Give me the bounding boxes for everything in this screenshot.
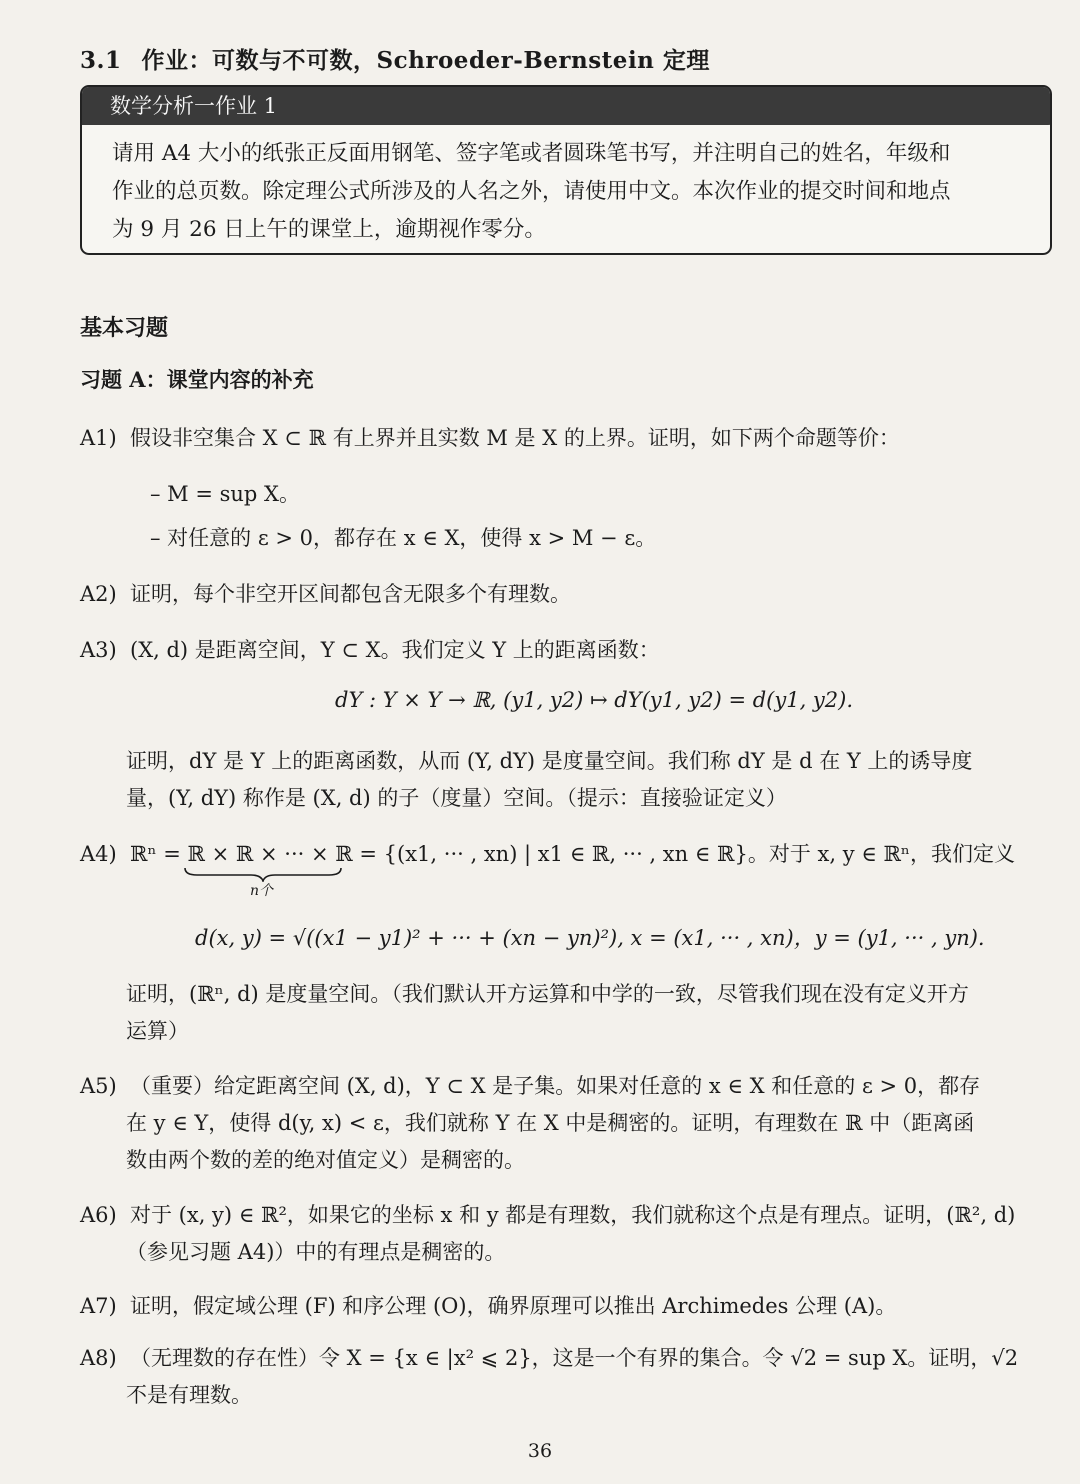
problem-a8-line-2: 不是有理数。: [126, 1383, 252, 1407]
heading-basic-exercises: 基本习题: [80, 315, 169, 341]
problem-label: A7): [80, 1294, 117, 1318]
problem-text: 证明，每个非空开区间都包含无限多个有理数。: [130, 582, 571, 606]
problem-label: A3): [80, 638, 117, 662]
problem-a1: [80, 420, 1052, 457]
homework-box: [80, 85, 1052, 255]
problem-a1-bullet-2: – 对任意的 ε > 0，都存在 x ∈ X，使得 x > M − ε。: [150, 526, 657, 550]
problem-a4-brace-part: ℝ × ℝ × ··· × ℝ: [187, 842, 353, 866]
underbrace-label: n个: [250, 883, 274, 899]
problem-a8: [80, 1340, 1052, 1377]
problem-label: A1): [80, 426, 117, 450]
problem-text: (X, d) 是距离空间，Y ⊂ X。我们定义 Y 上的距离函数：: [130, 638, 660, 662]
problem-a3-formula: dY : Y × Y → ℝ, (y1, y2) ↦ dY(y1, y2) = d(y1, y2).: [335, 688, 854, 712]
problem-a5-line-2: 在 y ∈ Y，使得 d(y, x) < ε，我们就称 Y 在 X 中是稠密的。证明，有理数在 ℝ 中（距离函: [126, 1111, 975, 1135]
problem-a3-line-1: 证明，dY 是 Y 上的距离函数，从而 (Y, dY) 是度量空间。我们称 dY 是 d 在 Y 上的诱导度: [126, 749, 973, 773]
problem-label: A2): [80, 582, 117, 606]
problem-a4-formula: d(x, y) = √((x1 − y1)² + ··· + (xn − yn)²), x = (x1, ··· , xn)，y = (y1, ··· , yn).: [195, 926, 985, 950]
problem-a4-line-1: 证明，(ℝⁿ, d) 是度量空间。（我们默认开方运算和中学的一致，尽管我们现在没有定义开方: [126, 982, 969, 1006]
homework-line-2: 作业的总页数。除定理公式所涉及的人名之外，请使用中文。本次作业的提交时间和地点: [112, 179, 951, 204]
problem-a5-line-1: （重要）给定距离空间 (X, d)，Y ⊂ X 是子集。如果对任意的 x ∈ X 和任意的 ε > 0，都存: [130, 1074, 981, 1098]
problem-label: A4): [80, 842, 117, 866]
section-number: 3.1: [80, 47, 122, 74]
section-title: [80, 42, 710, 75]
problem-a1-bullet-1: – M = sup X。: [150, 482, 300, 506]
problem-label: A5): [80, 1074, 117, 1098]
problem-a3-line-2: 量，(Y, dY) 称作是 (X, d) 的子（度量）空间。（提示：直接验证定义）: [126, 786, 787, 810]
problem-label: A6): [80, 1203, 117, 1227]
heading-group-a: 习题 A：课堂内容的补充: [80, 367, 314, 392]
problem-text: 假设非空集合 X ⊂ ℝ 有上界并且实数 M 是 X 的上界。证明，如下两个命题等价：: [130, 426, 900, 450]
homework-box-body: [82, 125, 1050, 249]
problem-a5-line-3: 数由两个数的差的绝对值定义）是稠密的。: [126, 1148, 525, 1172]
problem-a5: [80, 1068, 1052, 1105]
homework-line-1: 请用 A4 大小的纸张正反面用钢笔、签字笔或者圆珠笔书写，并注明自己的姓名，年级和: [112, 141, 951, 166]
problem-a6-line-1: 对于 (x, y) ∈ ℝ²，如果它的坐标 x 和 y 都是有理数，我们就称这个点是有理点。证明，(ℝ², d): [130, 1203, 1016, 1227]
section-title-text: 作业：可数与不可数，Schroeder-Bernstein 定理: [141, 47, 710, 74]
homework-line-3: 为 9 月 26 日上午的课堂上，逾期视作零分。: [112, 217, 546, 242]
problem-a7: [80, 1288, 1052, 1325]
problem-a6-line-2: （参见习题 A4)）中的有理点是稠密的。: [126, 1240, 506, 1264]
problem-label: A8): [80, 1346, 117, 1370]
homework-box-header: 数学分析一作业 1: [82, 87, 1052, 125]
problem-a4-lhs: ℝⁿ =: [130, 842, 188, 866]
problem-a3: [80, 632, 1052, 669]
problem-a6: [80, 1197, 1052, 1234]
page-number: 36: [527, 1440, 553, 1462]
problem-a8-line-1: （无理数的存在性）令 X = {x ∈ |x² ⩽ 2}，这是一个有界的集合。令 √2 = sup X。证明，√2: [130, 1346, 1019, 1370]
problem-a4-line-2: 运算）: [126, 1019, 189, 1043]
problem-a2: [80, 576, 1052, 613]
problem-a4-rhs: = {(x1, ··· , xn) | x1 ∈ ℝ, ··· , xn ∈ ℝ}。对于 x, y ∈ ℝⁿ，我们定义: [352, 842, 1016, 866]
problem-text: 证明，假定域公理 (F) 和序公理 (O)，确界原理可以推出 Archimedes 公理 (A)。: [130, 1294, 897, 1318]
